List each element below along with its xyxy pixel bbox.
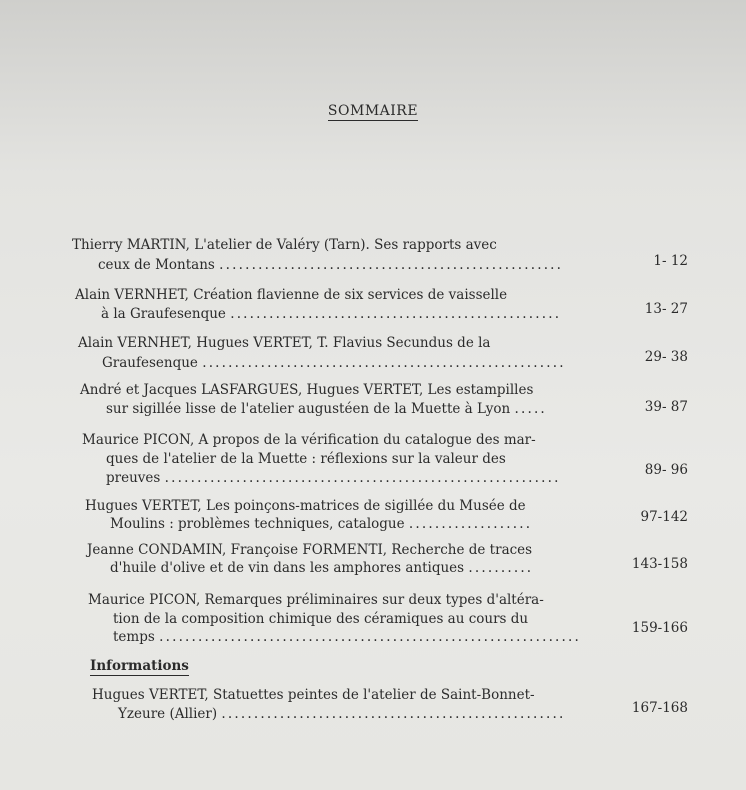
dot-leader: ................................................................. [159,629,582,645]
toc-entry-pages: 1- 12 [653,253,688,269]
dot-leader: ..... [514,401,547,417]
toc-entry-line-1: Maurice PICON, Remarques préliminaires sur deux types d'altéra- [88,592,544,608]
toc-entry-pages: 97-142 [640,509,688,525]
toc-entry-line-2: tion de la composition chimique des céramiques au cours du [113,611,529,627]
toc-entry-line-1: Hugues VERTET, Statuettes peintes de l'atelier de Saint-Bonnet- [92,687,535,703]
toc-entry-line-1: Alain VERNHET, Hugues VERTET, T. Flavius Secundus de la [78,335,491,351]
toc-entry-line-2: ques de l'atelier de la Muette : réflexions sur la valeur des [106,451,506,467]
dot-leader: ............................................................. [164,470,561,486]
toc-entry-line-1: André et Jacques LASFARGUES, Hugues VERTET, Les estampilles [80,382,534,398]
toc-entry-pages: 13- 27 [644,301,688,317]
toc-entry-line-2: sur sigillée lisse de l'atelier augustéen de la Muette à Lyon [106,401,511,417]
dot-leader: ..................................................... [221,706,566,722]
toc-entry-line-1: Maurice PICON, A propos de la vérification du catalogue des mar- [82,432,536,448]
toc-entry-line-1: Jeanne CONDAMIN, Françoise FORMENTI, Recherche de traces [87,542,533,558]
section-heading-informations: Informations [90,658,189,674]
toc-entry-line-1: Alain VERNHET, Création flavienne de six services de vaisselle [75,287,508,303]
dot-leader: .......... [468,560,534,576]
dot-leader: ................... [408,516,533,532]
toc-entry-pages: 39- 87 [644,399,688,415]
toc-entry-line-1: Thierry MARTIN, L'atelier de Valéry (Tarn). Ses rapports avec [72,237,497,253]
toc-entry-line-2: d'huile d'olive et de vin dans les amphores antiques [110,560,465,576]
toc-entry-pages: 159-166 [631,620,688,636]
toc-entry-line-2: Moulins : problèmes techniques, catalogue [110,516,405,532]
toc-entry-line-2: à la Graufesenque [101,306,226,322]
toc-entry-line-1: Hugues VERTET, Les poinçons-matrices de sigillée du Musée de [85,498,526,514]
toc-entry-line-3: preuves [106,470,161,486]
toc-entry-line-2: Yzeure (Allier) [118,706,218,722]
toc-entry-pages: 89- 96 [644,462,688,478]
toc-entry-pages: 167-168 [631,700,688,716]
dot-leader: ................................................... [230,306,562,322]
toc-entry-line-2: Graufesenque [102,355,198,371]
toc-entry-pages: 143-158 [631,556,688,572]
toc-entry-line-3: temps [113,629,155,645]
toc-entry-pages: 29- 38 [644,349,688,365]
dot-leader: ..................................................... [219,257,564,273]
dot-leader: ........................................................ [202,355,566,371]
page-title: SOMMAIRE [327,103,419,119]
toc-entry-line-2: ceux de Montans [98,257,215,273]
